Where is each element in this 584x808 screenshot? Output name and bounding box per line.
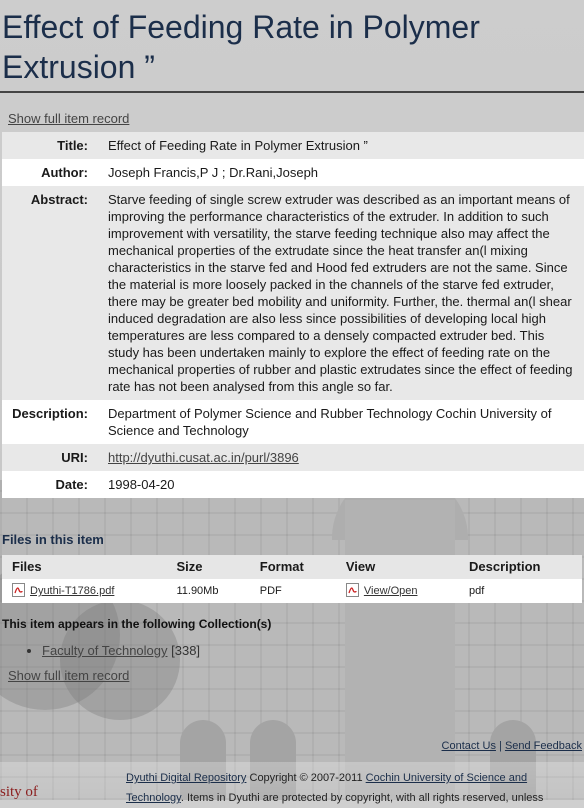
metadata-label: Title: [2,132,108,159]
university-link[interactable]: Cochin University of Science and Technology [126,772,528,804]
column-header: View [336,555,459,579]
footer-links [0,740,582,752]
list-item [42,643,584,658]
metadata-value: 1998-04-20 [108,471,584,498]
footer-copyright [126,768,576,808]
copyright-text: Copyright © 2007-2011 [249,772,363,784]
file-description: pdf [459,579,582,603]
metadata-row-uri [2,444,584,471]
pdf-icon [346,583,359,597]
column-header: Size [166,555,249,579]
files-header-row [2,555,582,579]
metadata-table [2,132,584,498]
uri-link[interactable]: http://dyuthi.cusat.ac.in/purl/3896 [108,450,299,465]
university-logo-text: sity of [0,784,38,800]
footer [0,762,584,804]
collection-count: [338] [171,643,201,658]
metadata-row-author [2,159,584,186]
files-heading: Files in this item [2,532,104,547]
metadata-label: Author: [2,159,108,186]
show-full-record-link-bottom[interactable]: Show full item record [8,668,130,683]
metadata-row-date [2,471,584,498]
page-title: Effect of Feeding Rate in Polymer Extrusion ” [0,0,584,93]
metadata-value: Effect of Feeding Rate in Polymer Extrusion ” [108,132,584,159]
footer-separator: | [499,740,502,752]
file-format: PDF [250,579,336,603]
metadata-row-abstract [2,186,584,400]
metadata-value: Department of Polymer Science and Rubber Technology Cochin University of Science and Technology [108,400,584,444]
collections-heading: This item appears in the following Collection(s) [2,617,272,631]
table-row [2,579,582,603]
column-header: Description [459,555,582,579]
column-header: Files [2,555,166,579]
files-table [2,555,582,603]
collection-link[interactable]: Faculty of Technology [42,643,168,658]
metadata-label: Abstract: [2,186,108,400]
send-feedback-link[interactable]: Send Feedback [504,740,582,752]
rights-text: . Items in Dyuthi are protected by copyright, with all rights reserved, unless [180,792,544,804]
metadata-value: Joseph Francis,P J ; Dr.Rani,Joseph [108,159,584,186]
metadata-row-title [2,132,584,159]
view-cell [336,579,459,603]
metadata-label: Date: [2,471,108,498]
metadata-row-description [2,400,584,444]
file-cell [2,579,166,603]
metadata-value [108,444,584,471]
metadata-label: URI: [2,444,108,471]
file-size: 11.90Mb [166,579,249,603]
column-header: Format [250,555,336,579]
metadata-label: Description: [2,400,108,444]
contact-us-link[interactable]: Contact Us [441,740,496,752]
repository-link[interactable]: Dyuthi Digital Repository [126,772,247,784]
pdf-icon [12,583,25,597]
view-open-link[interactable]: View/Open [363,585,418,597]
collections-list [0,643,584,658]
file-download-link[interactable]: Dyuthi-T1786.pdf [30,585,115,597]
metadata-value: Starve feeding of single screw extruder was described as an important means of improving the performance characteristics of the extruder. In addition to such improvement with versatility, the starve feeding technique also may affect the mechanical properties of the extrudate since the heat transfer an(l mixing characteristics in the starve fed and Hood fed extruders are not the same. Since the material is more loosely packed in the channels of the starve fed extruder, there may be greater bed mobility and uniformity. Further, the. thermal an(l shear induced degradation are also less since possibilities of developing local high temperatures are less compared to a densely compacted extruder bed. This study has been undertaken mainly to explore the effect of feeding rate on the mechanical properties of rubber and plastic extrudates since the effect of feeding rate has not been analysed from this angle so far. [108,186,584,400]
show-full-record-link[interactable]: Show full item record [8,111,130,126]
